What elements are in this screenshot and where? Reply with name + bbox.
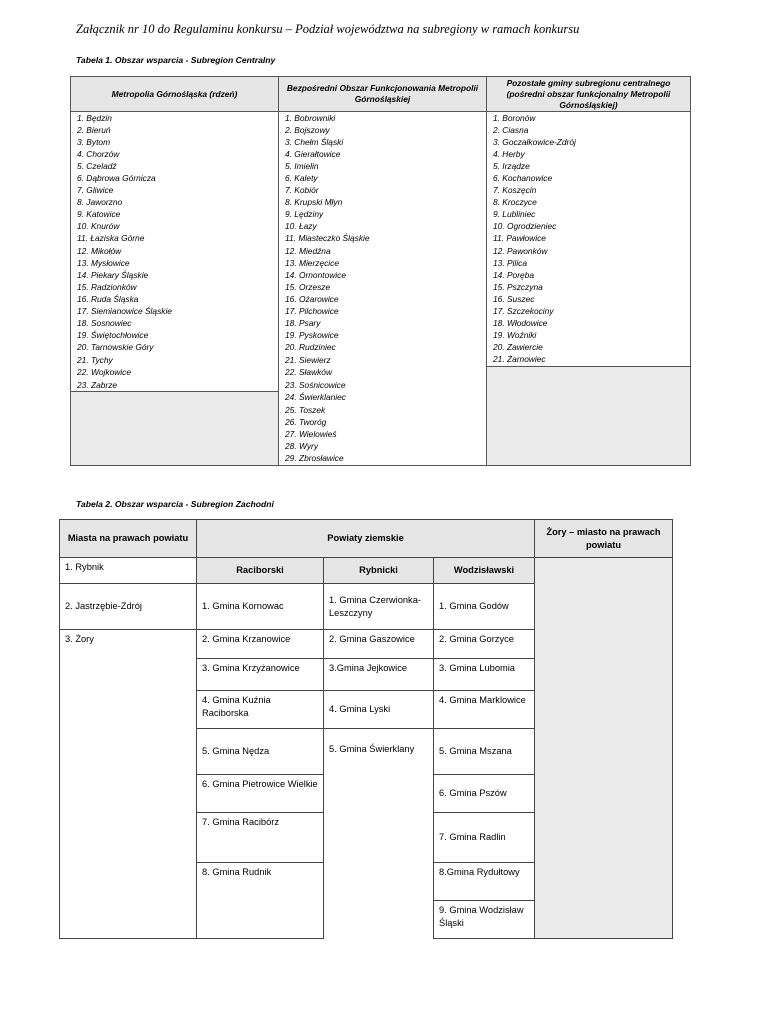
table1-bof-cell: 29. Zbrosławice (279, 453, 487, 466)
table2-rybnicki-cell: 2. Gmina Gaszowice (324, 630, 434, 659)
table1-bof-cell: 19. Pyskowice (279, 330, 487, 342)
table1-bof-cell: 18. Psary (279, 318, 487, 330)
table1-bof-cell: 17. Pilchowice (279, 306, 487, 318)
table1-pozostale-cell: 15. Pszczyna (487, 281, 691, 293)
table1-header-row (71, 77, 691, 112)
table1-pozostale-cell: 4. Herby (487, 148, 691, 160)
table1-body (71, 112, 691, 466)
table1-row (71, 392, 691, 405)
table2-raciborski-cell: 4. Gmina Kuźnia Raciborska (197, 691, 324, 729)
table2-miasto-empty-cell (60, 775, 197, 813)
table1-row (71, 354, 691, 367)
table1-metropolia-cell: 12. Mikołów (71, 245, 279, 257)
table1-bof-cell: 14. Ornontowice (279, 269, 487, 281)
table1-metropolia-cell: 13. Mysłowice (71, 257, 279, 269)
table1-header-metropolia: Metropolia Górnośląska (rdzeń) (71, 77, 279, 112)
table2-miasto-empty-cell (60, 863, 197, 901)
table1-row (71, 185, 691, 197)
table2-header-powiaty: Powiaty ziemskie (197, 520, 535, 558)
table1-caption: Tabela 1. Obszar wsparcia - Subregion Centralny (76, 55, 276, 65)
table2-miasto-cell: 1. Rybnik (60, 558, 197, 584)
table1-subregion-centralny (70, 76, 691, 466)
table1-pozostale-cell: 19. Woźniki (487, 330, 691, 342)
table2-miasto-empty-cell (60, 813, 197, 863)
table1-row (71, 379, 691, 392)
table1-bof-cell: 4. Gierałtowice (279, 148, 487, 160)
table2-raciborski-cell: 6. Gmina Pietrowice Wielkie (197, 775, 324, 813)
table1-bof-cell: 20. Rudziniec (279, 342, 487, 354)
table1-pozostale-cell: 7. Koszęcin (487, 185, 691, 197)
table1-pozostale-empty-cell (487, 453, 691, 466)
table1-pozostale-empty-cell (487, 441, 691, 453)
table1-metropolia-cell: 1. Będzin (71, 112, 279, 125)
table1-metropolia-cell: 5. Czeladź (71, 160, 279, 172)
table2-zory-empty-cell (535, 558, 673, 584)
table1-bof-cell: 27. Wielowieś (279, 428, 487, 440)
table1-metropolia-cell: 22. Wojkowice (71, 366, 279, 379)
table2-subregion-zachodni (59, 519, 673, 939)
table1-pozostale-cell: 8. Kroczyce (487, 197, 691, 209)
table2-wodzislawski-cell: 2. Gmina Gorzyce (434, 630, 535, 659)
table1-metropolia-empty-cell (71, 428, 279, 440)
table1-bof-cell: 25. Toszek (279, 404, 487, 416)
table1-row (71, 245, 691, 257)
table2-zory-empty-cell (535, 584, 673, 630)
table2-zory-empty-cell (535, 630, 673, 659)
table1-metropolia-cell: 10. Knurów (71, 221, 279, 233)
table2-raciborski-cell: 2. Gmina Krzanowice (197, 630, 324, 659)
page-title: Załącznik nr 10 do Regulaminu konkursu – Podział województwa na subregiony w ramach konkursu (76, 22, 580, 36)
table1-bof-cell: 3. Chełm Śląski (279, 136, 487, 148)
table2-zory-empty-cell (535, 901, 673, 939)
table2-miasto-cell: 2. Jastrzębie-Zdrój (60, 584, 197, 630)
table1-metropolia-empty-cell (71, 392, 279, 405)
table2-raciborski-cell: 5. Gmina Nędza (197, 729, 324, 775)
table1-pozostale-cell: 11. Pawłowice (487, 233, 691, 245)
table1-bof-cell: 2. Bojszowy (279, 124, 487, 136)
table1-pozostale-cell: 18. Włodowice (487, 318, 691, 330)
table1-pozostale-cell: 13. Pilica (487, 257, 691, 269)
table2-wodzislawski-cell: 1. Gmina Godów (434, 584, 535, 630)
table1-metropolia-empty-cell (71, 453, 279, 466)
table1-pozostale-cell: 21. Żarnowiec (487, 354, 691, 367)
table1-row (71, 306, 691, 318)
table2-zory-empty-cell (535, 775, 673, 813)
table2-miasto-empty-cell (60, 729, 197, 775)
table1-pozostale-cell: 10. Ogrodzieniec (487, 221, 691, 233)
table1-row (71, 124, 691, 136)
table1-row (71, 136, 691, 148)
table1-bof-cell: 10. Łazy (279, 221, 487, 233)
table2-wodzislawski-cell: 3. Gmina Lubomia (434, 659, 535, 691)
table1-metropolia-cell: 14. Piekary Śląskie (71, 269, 279, 281)
table2-caption: Tabela 2. Obszar wsparcia - Subregion Zachodni (76, 499, 274, 509)
table2-header-rybnicki: Rybnicki (324, 558, 434, 584)
table1-row (71, 416, 691, 428)
table1-bof-cell: 11. Miasteczko Śląskie (279, 233, 487, 245)
table1-metropolia-empty-cell (71, 416, 279, 428)
table1-pozostale-cell: 1. Boronów (487, 112, 691, 125)
table1-pozostale-cell: 5. Irządze (487, 160, 691, 172)
table1-row (71, 221, 691, 233)
table1-bof-cell: 9. Lędziny (279, 209, 487, 221)
table1-pozostale-cell: 20. Zawiercie (487, 342, 691, 354)
table2-wodzislawski-cell: 7. Gmina Radlin (434, 813, 535, 863)
table1-row (71, 257, 691, 269)
table1-bof-cell: 6. Kalety (279, 172, 487, 184)
table1-bof-cell: 28. Wyry (279, 441, 487, 453)
table2-zory-empty-cell (535, 863, 673, 901)
table1-bof-cell: 21. Siewierz (279, 354, 487, 367)
table1-row (71, 318, 691, 330)
table1-pozostale-cell: 2. Ciasna (487, 124, 691, 136)
table2-raciborski-cell: 7. Gmina Racibórz (197, 813, 324, 863)
table1-pozostale-empty-cell (487, 404, 691, 416)
table1-row (71, 293, 691, 305)
table1-bof-cell: 5. Imielin (279, 160, 487, 172)
table2-zory-empty-cell (535, 659, 673, 691)
table1-metropolia-cell: 18. Sosnowiec (71, 318, 279, 330)
table1-metropolia-cell: 23. Zabrze (71, 379, 279, 392)
table2-rybnicki-cell: 1. Gmina Czerwionka-Leszczyny (324, 584, 434, 630)
table1-row (71, 404, 691, 416)
table1-pozostale-cell: 16. Suszec (487, 293, 691, 305)
table1-row (71, 269, 691, 281)
table1-metropolia-cell: 11. Łaziska Górne (71, 233, 279, 245)
table1-pozostale-empty-cell (487, 379, 691, 392)
table1-bof-cell: 24. Świerklaniec (279, 392, 487, 405)
table1-metropolia-cell: 3. Bytom (71, 136, 279, 148)
table2-rybnicki-text: 5. Gmina Świerklany (329, 744, 415, 754)
table1-row (71, 453, 691, 466)
table1-metropolia-cell: 21. Tychy (71, 354, 279, 367)
table2-wodzislawski-cell: 4. Gmina Marklowice (434, 691, 535, 729)
table1-row (71, 366, 691, 379)
table2-header-wodzislawski: Wodzisławski (434, 558, 535, 584)
table1-metropolia-cell: 16. Ruda Śląska (71, 293, 279, 305)
table1-row (71, 281, 691, 293)
table1-metropolia-cell: 2. Bieruń (71, 124, 279, 136)
table1-row (71, 197, 691, 209)
table2-zory-empty-cell (535, 691, 673, 729)
table2-rybnicki-cell: 3.Gmina Jejkowice (324, 659, 434, 691)
table1-bof-cell: 7. Kobiór (279, 185, 487, 197)
table1-row (71, 330, 691, 342)
table1-header-pozostale: Pozostałe gminy subregionu centralnego (pośredni obszar funkcjonalny Metropolii Górnośląskiej) (487, 77, 691, 112)
table2-rybnicki-cell: 4. Gmina Lyski (324, 691, 434, 729)
table2-miasto-empty-cell (60, 901, 197, 939)
table1-pozostale-cell: 14. Poręba (487, 269, 691, 281)
table1-bof-cell: 16. Ożarowice (279, 293, 487, 305)
table2-raciborski-cell: 3. Gmina Krzyżanowice (197, 659, 324, 691)
table1-bof-cell: 1. Bobrowniki (279, 112, 487, 125)
table1-row (71, 233, 691, 245)
table1-header-bof: Bezpośredni Obszar Funkcjonowania Metropolii Górnośląskiej (279, 77, 487, 112)
table2-header-miasta: Miasta na prawach powiatu (60, 520, 197, 558)
table2-miasto-empty-cell (60, 691, 197, 729)
table1-bof-cell: 12. Miedźna (279, 245, 487, 257)
table1-pozostale-cell: 12. Pawonków (487, 245, 691, 257)
table1-pozostale-empty-cell (487, 416, 691, 428)
table2-raciborski-cell: 1. Gmina Kornowac (197, 584, 324, 630)
table1-pozostale-cell: 17. Szczekociny (487, 306, 691, 318)
table2-rybnicki-cell (324, 729, 434, 939)
table2-wodzislawski-cell: 8.Gmina Rydułtowy (434, 863, 535, 901)
table1-bof-cell: 8. Krupski Młyn (279, 197, 487, 209)
table1-bof-cell: 22. Sławków (279, 366, 487, 379)
table1-row (71, 172, 691, 184)
table2-wodzislawski-cell: 5. Gmina Mszana (434, 729, 535, 775)
table2-raciborski-cell: 8. Gmina Rudnik (197, 863, 324, 939)
table1-pozostale-empty-cell (487, 392, 691, 405)
table1-row (71, 112, 691, 125)
table1-pozostale-cell: 6. Kochanowice (487, 172, 691, 184)
table1-metropolia-cell: 9. Katowice (71, 209, 279, 221)
table1-bof-cell: 26. Tworóg (279, 416, 487, 428)
table1-row (71, 441, 691, 453)
table2-wodzislawski-cell: 6. Gmina Pszów (434, 775, 535, 813)
table2-wodzislawski-cell: 9. Gmina Wodzisław Śląski (434, 901, 535, 939)
table1-row (71, 428, 691, 440)
table1-row (71, 209, 691, 221)
table2-header-zory: Żory – miasto na prawach powiatu (535, 520, 673, 558)
table1-metropolia-cell: 6. Dąbrowa Górnicza (71, 172, 279, 184)
table1-metropolia-cell: 17. Siemianowice Śląskie (71, 306, 279, 318)
table1-bof-cell: 13. Mierzęcice (279, 257, 487, 269)
table2-zory-empty-cell (535, 729, 673, 775)
table1-pozostale-cell: 3. Goczałkowice-Zdrój (487, 136, 691, 148)
table2-miasto-cell: 3. Żory (60, 630, 197, 659)
table1-row (71, 148, 691, 160)
table2-zory-empty-cell (535, 813, 673, 863)
table1-metropolia-cell: 19. Świętochłowice (71, 330, 279, 342)
table1-metropolia-cell: 8. Jaworzno (71, 197, 279, 209)
table1-bof-cell: 15. Orzesze (279, 281, 487, 293)
table2-miasto-empty-cell (60, 659, 197, 691)
table1-metropolia-cell: 4. Chorzów (71, 148, 279, 160)
table1-bof-cell: 23. Sośnicowice (279, 379, 487, 392)
table1-pozostale-cell: 9. Lubliniec (487, 209, 691, 221)
table1-row (71, 160, 691, 172)
table1-metropolia-cell: 20. Tarnowskie Góry (71, 342, 279, 354)
table1-metropolia-empty-cell (71, 404, 279, 416)
table1-row (71, 342, 691, 354)
table1-metropolia-empty-cell (71, 441, 279, 453)
table1-pozostale-empty-cell (487, 428, 691, 440)
table2-header-raciborski: Raciborski (197, 558, 324, 584)
table1-metropolia-cell: 7. Gliwice (71, 185, 279, 197)
table1-metropolia-cell: 15. Radzionków (71, 281, 279, 293)
table1-pozostale-empty-cell (487, 366, 691, 379)
